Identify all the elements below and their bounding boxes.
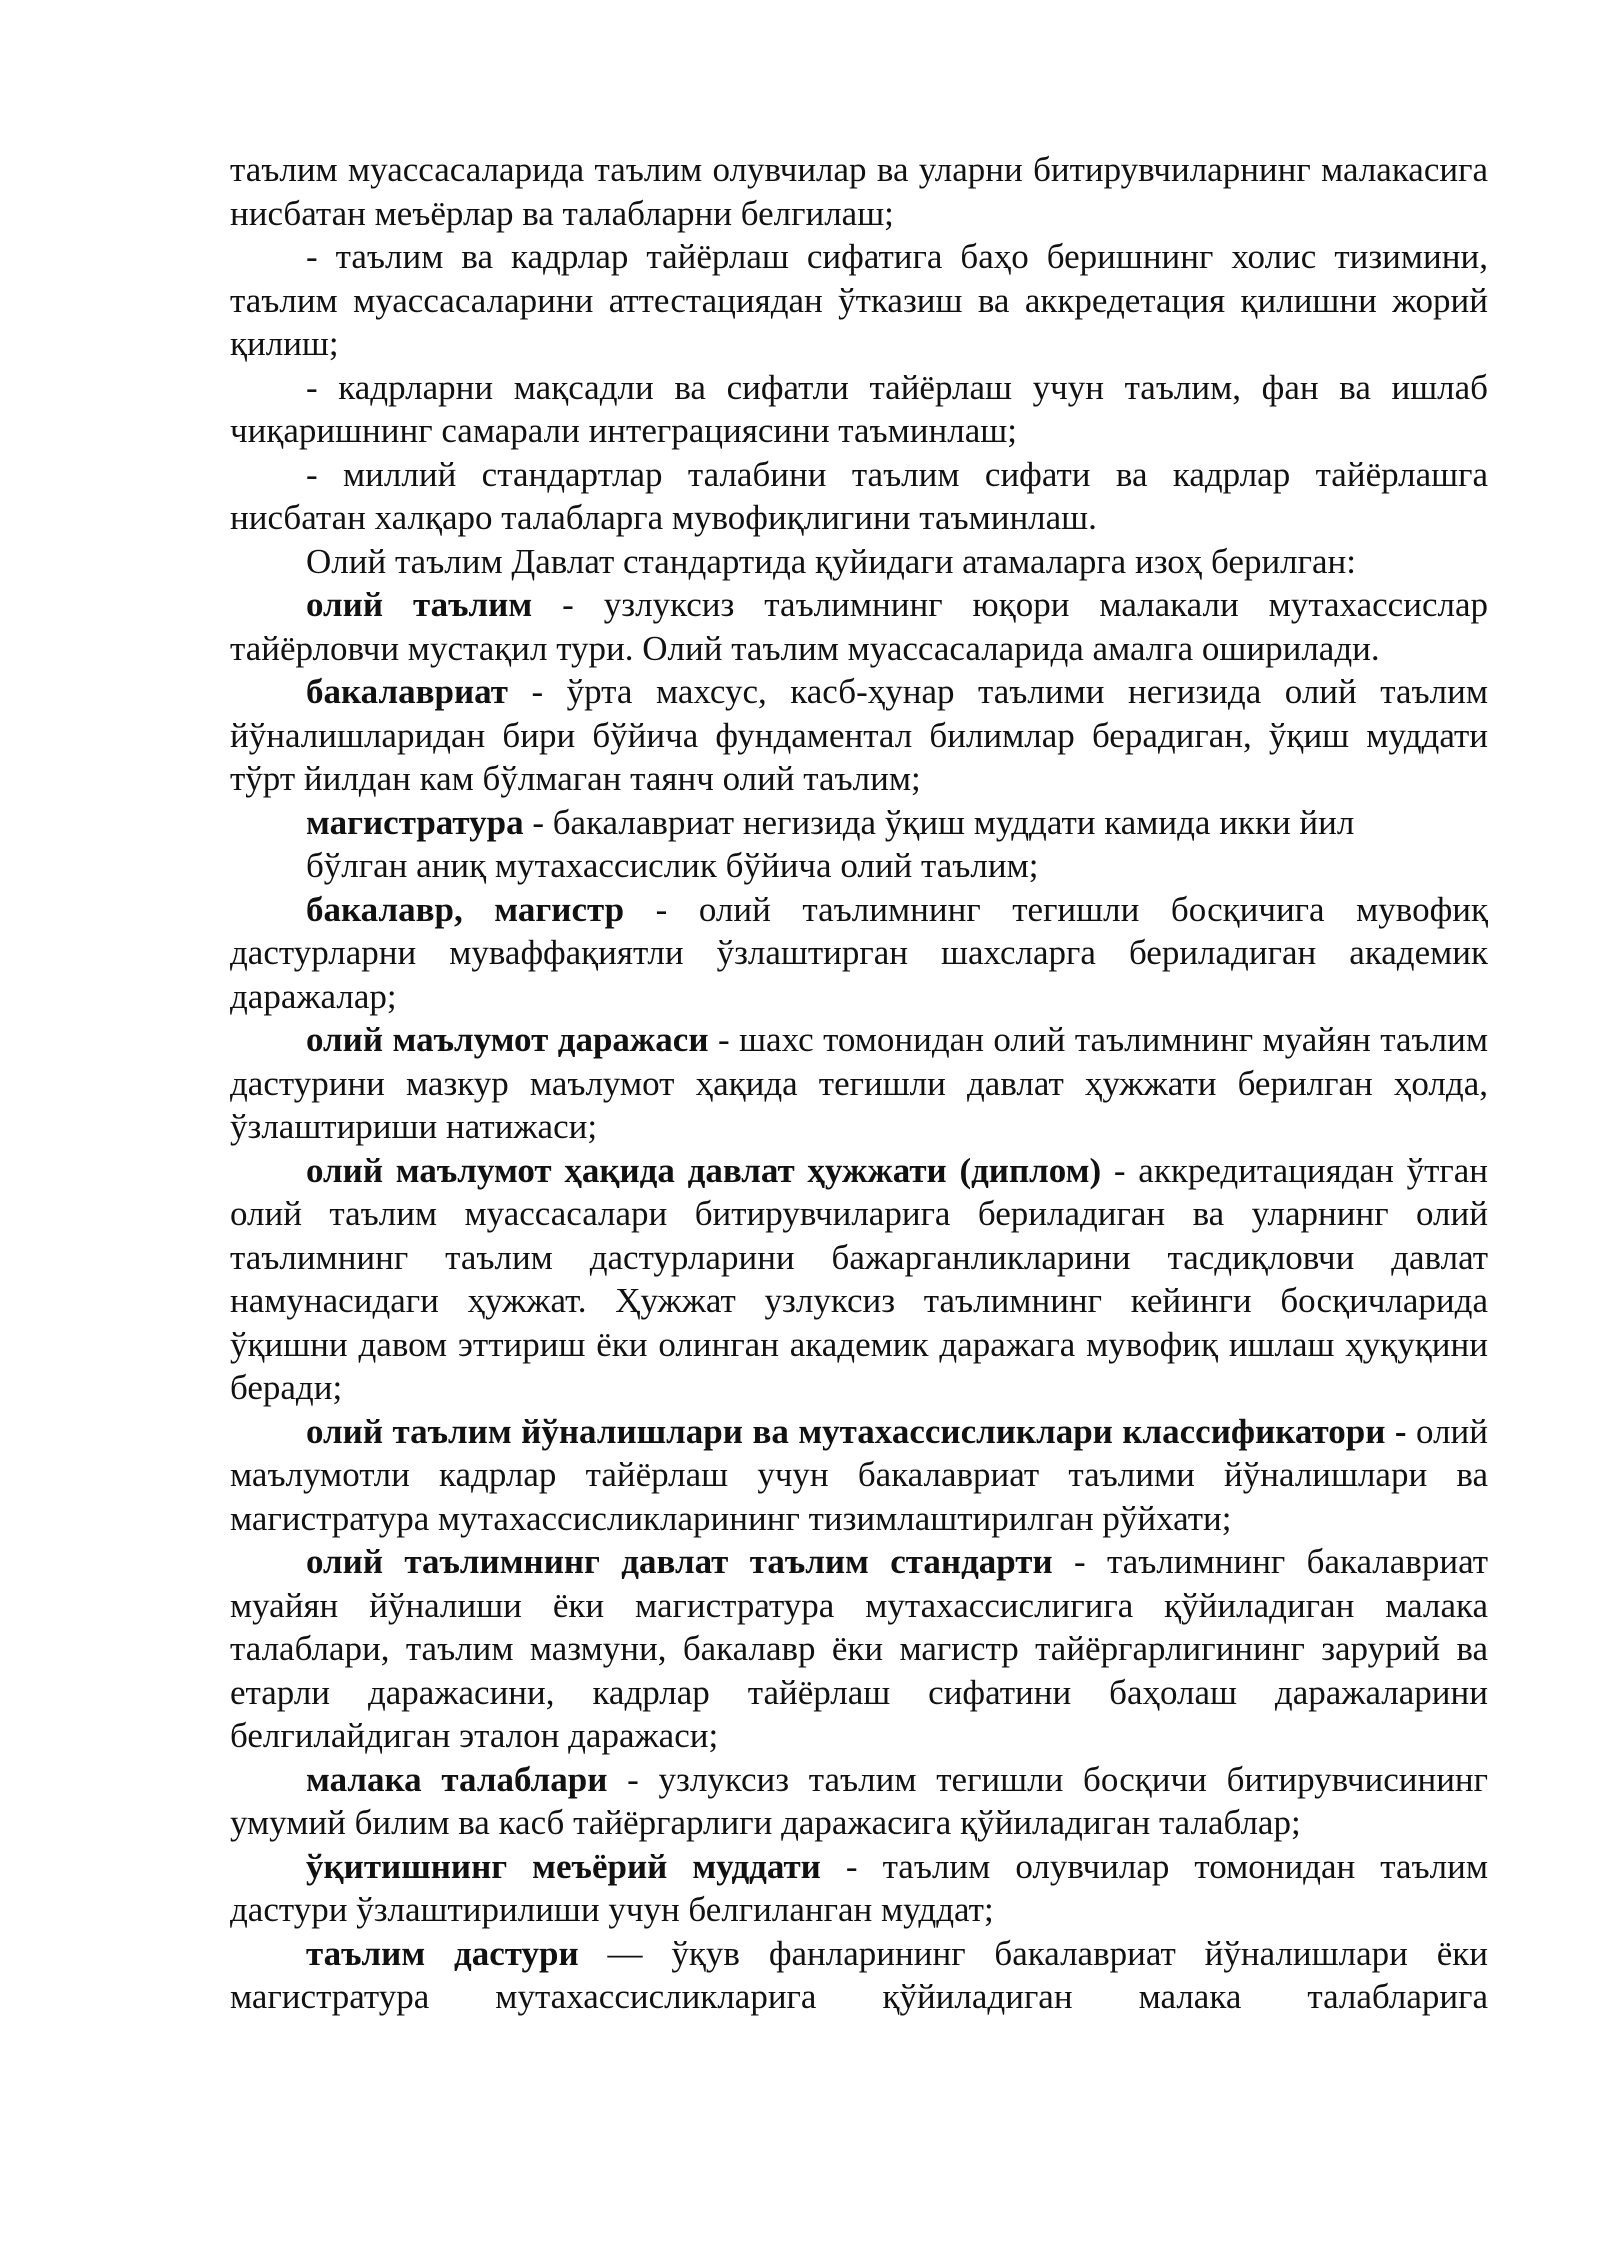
definition-term: таълим дастури xyxy=(306,1933,579,1973)
definition-term: олий таълим йўналишлари ва мутахассисликлари классификатори - xyxy=(306,1411,1407,1451)
definition-term: бакалавриат xyxy=(306,672,508,711)
definition-text: олий маълумотли кадрлар тайёрлаш учун бакалавриат таълими йўналишлари ва магистратура мутахассисликларининг тизимлаштирилган рўйхати; xyxy=(230,1411,1488,1538)
definition-paragraph xyxy=(230,1932,1488,2019)
definition-text: - узлуксиз таълимнинг юқори малакали мутахассислар тайёрловчи мустақил тури. Олий таълим муассасаларида амалга оширилади. xyxy=(230,585,1488,668)
definition-paragraph xyxy=(230,1410,1488,1541)
paragraph-definitions-intro xyxy=(230,540,1488,584)
definition-term: олий таълим xyxy=(306,585,533,624)
definition-paragraph xyxy=(230,1845,1488,1932)
definition-term: ўқитишнинг меъёрий муддати xyxy=(306,1846,821,1886)
paragraph-list-item xyxy=(230,235,1488,366)
definition-paragraph xyxy=(230,1758,1488,1845)
paragraph-text: бўлган аниқ мутахассислик бўйича олий таълим; xyxy=(306,846,1039,885)
definition-text: - таълимнинг бакалавриат муайян йўналиши ёки магистратура мутахассислигига қўйиладиган малака талаблари, таълим мазмуни, бакалавр ёки магистр тайёргарлигининг зарурий ва етарли даражасини, кадрлар тайёрлаш сифатини баҳолаш даражаларини белгилайдиган эталон даражаси; xyxy=(230,1542,1488,1755)
definition-text: — ўқув фанларининг бакалавриат йўналишлари ёки магистратура мутахассисликларига қўйиладиган малака талабларига xyxy=(230,1933,1488,2016)
definition-term: олий маълумот даражаси xyxy=(306,1020,709,1059)
definition-text: - узлуксиз таълим тегишли босқичи битирувчисининг умумий билим ва касб тайёргарлиги даражасига қўйиладиган талаблар; xyxy=(230,1759,1489,1842)
definition-text: - аккредитациядан ўтган олий таълим муассасалари битирувчиларига бериладиган ва уларнинг олий таълимнинг таълим дастурларини бажарганликларини тасдиқловчи давлат намунасидаги ҳужжат. Ҳужжат узлуксиз таълимнинг кейинги босқичларида ўқишни давом эттириш ёки олинган академик даражага мувофиқ ишлаш ҳуқуқини беради; xyxy=(230,1150,1488,1407)
definition-paragraph xyxy=(230,1540,1488,1758)
paragraph-text: - кадрларни мақсадли ва сифатли тайёрлаш учун таълим, фан ва ишлаб чиқаришнинг самарали интеграциясини таъминлаш; xyxy=(230,367,1488,450)
document-page xyxy=(230,148,1488,2019)
definition-paragraph xyxy=(230,583,1488,670)
definition-term: олий маълумот ҳақида давлат ҳужжати (диплом) xyxy=(306,1150,1102,1190)
definition-paragraph xyxy=(230,670,1488,801)
paragraph-text: - таълим ва кадрлар тайёрлаш сифатига баҳо беришнинг холис тизимини, таълим муассасаларини аттестациядан ўтказиш ва аккредетация қилишни жорий қилиш; xyxy=(230,237,1488,363)
definition-text: - олий таълимнинг тегишли босқичига мувофиқ дастурларни муваффақиятли ўзлаштирган шахсларга бериладиган академик даражалар; xyxy=(230,889,1488,1016)
definition-term: олий таълимнинг давлат таълим стандарти xyxy=(306,1542,1053,1581)
paragraph-text: Олий таълим Давлат стандартида қуйидаги атамаларга изоҳ берилган: xyxy=(306,541,1356,581)
definition-paragraph xyxy=(230,888,1488,1019)
definition-text: - таълим олувчилар томонидан таълим дастури ўзлаштирилиши учун белгиланган муддат; xyxy=(230,1846,1489,1929)
definition-paragraph xyxy=(230,801,1488,845)
definition-text: - ўрта махсус, касб-ҳунар таълими негизида олий таълим йўналишларидан бири бўйича фундаментал билимлар берадиган, ўқиш муддати тўрт йилдан кам бўлмаган таянч олий таълим; xyxy=(230,672,1488,798)
definition-term: бакалавр, магистр xyxy=(306,889,625,929)
paragraph-list-item xyxy=(230,453,1488,540)
paragraph-text: - миллий стандартлар талабини таълим сифати ва кадрлар тайёрлашга нисбатан халқаро талабларга мувофиқлигини таъминлаш. xyxy=(230,454,1488,537)
definition-term: малака талаблари xyxy=(306,1759,608,1799)
definition-term: магистратура xyxy=(306,802,524,842)
paragraph-intro xyxy=(230,148,1488,235)
paragraph-text: таълим муассасаларида таълим олувчилар ва уларни битирувчиларнинг малакасига нисбатан меъёрлар ва талабларни белгилаш; xyxy=(230,150,1488,233)
definition-text: - бакалавриат негизида ўқиш муддати камида икки йил xyxy=(523,802,1355,842)
definition-continuation xyxy=(230,844,1488,888)
definition-text: - шахс томонидан олий таълимнинг муайян таълим дастурини мазкур маълумот ҳақида тегишли давлат ҳужжати берилган ҳолда, ўзлаштириши натижаси; xyxy=(230,1020,1488,1146)
definition-paragraph xyxy=(230,1018,1488,1149)
definition-paragraph xyxy=(230,1149,1488,1410)
paragraph-list-item xyxy=(230,366,1488,453)
